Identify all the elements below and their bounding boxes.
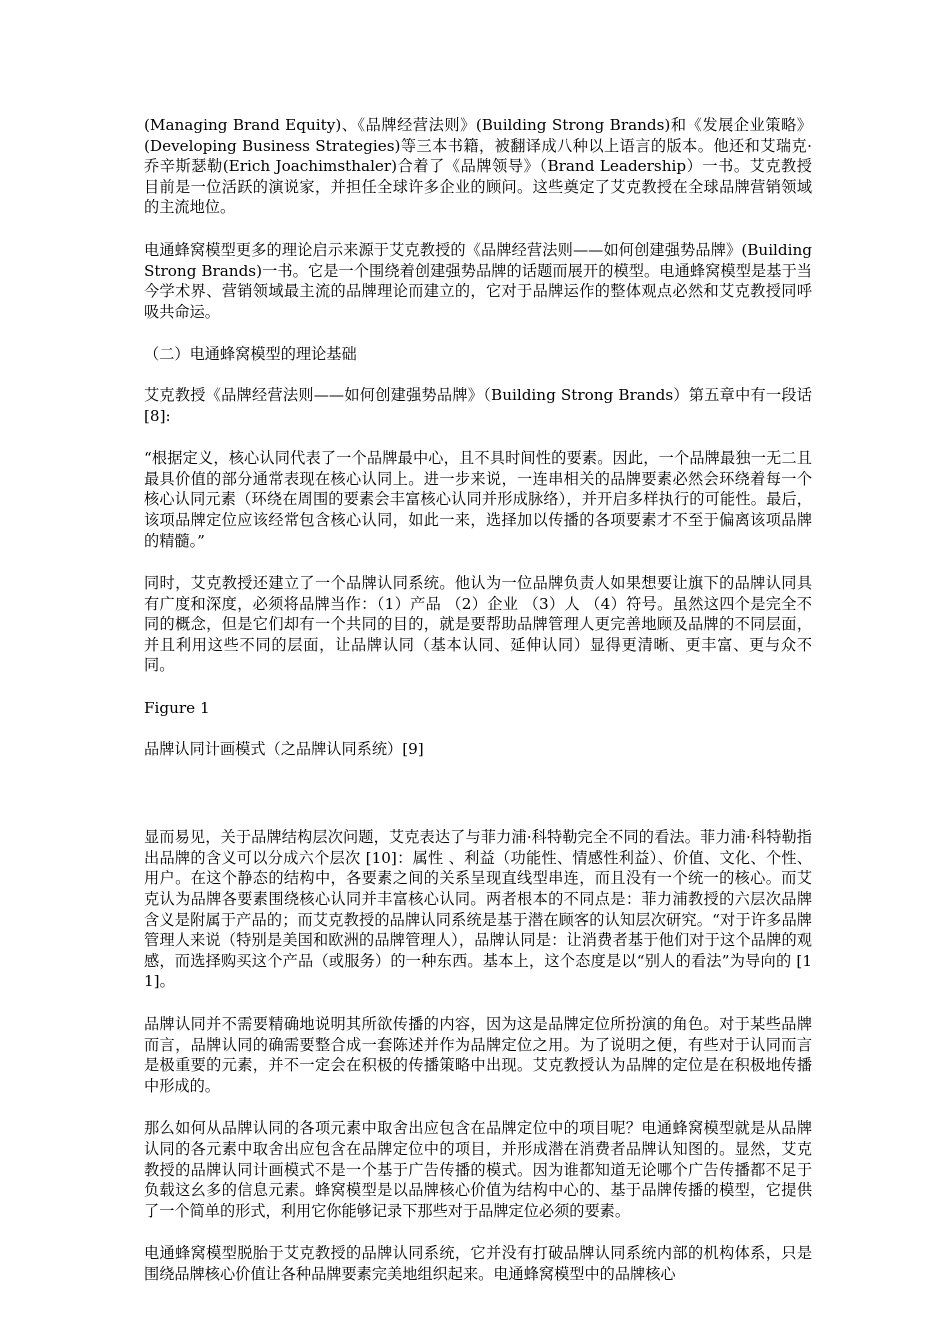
- paragraph-core-identity-quote: “根据定义，核心认同代表了一个品牌最中心，且不具时间性的要素。因此，一个品牌最独一无二且最具价值的部分通常表现在核心认同上。进一步来说，一连串相关的品牌要素必然会环绕着每一个核心认同元素（环绕在周围的要素会丰富核心认同并形成脉络），并开启多样执行的可能性。最后，该项品牌定位应该经常包含核心认同，如此一来，选择加以传播的各项要素才不至于偏离该项品牌的精髓。”: [144, 449, 812, 550]
- paragraph-honeycomb-origin: 电通蜂窝模型更多的理论启示来源于艾克教授的《品牌经营法则——如何创建强势品牌》(Building Strong Brands)一书。它是一个围绕着创建强势品牌的话题而展开的模型。电通蜂窝模型是基于当今学术界、营销领域最主流的品牌理论而建立的，它对于品牌运作的整体观点必然和艾克教授同呼吸共命运。: [144, 240, 812, 321]
- paragraph-kotler-comparison: 显而易见，关于品牌结构层次问题，艾克表达了与菲力浦·科特勒完全不同的看法。菲力浦·科特勒指出品牌的含义可以分成六个层次 [10]：属性 、利益（功能性、情感性利益）、价值、文化、个性、用户。在这个静态的结构中，各要素之间的关系呈现直线型串连，而且没有一个统一的核心。而艾克认为品牌各要素围绕核心认同并丰富核心认同。两者根本的不同点是：菲力浦教授的六层次品牌含义是附属于产品的；而艾克教授的品牌认同系统是基于潜在顾客的认知层次研究。“对于许多品牌管理人来说（特别是美国和欧洲的品牌管理人），品牌认同是：让消费者基于他们对于这个品牌的观感，而选择购买这个产品（或服务）的一种东西。基本上，这个态度是以“别人的看法”为导向的 [11]。: [144, 828, 812, 991]
- figure-label: Figure 1: [144, 699, 210, 718]
- paragraph-chapter-five: 艾克教授《品牌经营法则——如何创建强势品牌》（Building Strong Brands）第五章中有一段话 [8]:: [144, 385, 812, 425]
- paragraph-brand-identity-system: 同时，艾克教授还建立了一个品牌认同系统。他认为一位品牌负责人如果想要让旗下的品牌认同具有广度和深度，必须将品牌当作：（1）产品 （2）企业 （3）人 （4）符号。虽然这四个是完全不同的概念，但是它们却有一个共同的目的，就是要帮助品牌管理人更完善地顾及品牌的不同层面，并且利用这些不同的层面，让品牌认同（基本认同、延伸认同）显得更清晰、更丰富、更与众不同。: [144, 574, 812, 675]
- section-heading: （二）电通蜂窝模型的理论基础: [144, 345, 357, 364]
- figure-placeholder: [144, 781, 812, 827]
- paragraph-aaker-books: (Managing Brand Equity)、《品牌经营法则》(Building Strong Brands)和《发展企业策略》(Developing Business Strategies)等三本书籍，被翻译成八种以上语言的版本。他还和艾瑞克·乔辛斯瑟勒(Erich Joachimsthaler)合着了《品牌领导》（Brand Leadership）一书。艾克教授目前是一位活跃的演说家，并担任全球许多企业的顾问。这些奠定了艾克教授在全球品牌营销领域的主流地位。: [144, 116, 812, 217]
- paragraph-brand-positioning: 品牌认同并不需要精确地说明其所欲传播的内容，因为这是品牌定位所扮演的角色。对于某些品牌而言，品牌认同的确需要整合成一套陈述并作为品牌定位之用。为了说明之便，有些对于认同而言是极重要的元素，并不一定会在积极的传播策略中出现。艾克教授认为品牌的定位是在积极地传播中形成的。: [144, 1015, 812, 1095]
- figure-caption: 品牌认同计画模式（之品牌认同系统）[9]: [144, 739, 424, 758]
- paragraph-honeycomb-selection: 那么如何从品牌认同的各项元素中取舍出应包含在品牌定位中的项目呢？电通蜂窝模型就是从品牌认同的各元素中取舍出应包含在品牌定位中的项目，并形成潜在消费者品牌认知图的。显然，艾克教授的品牌认同计画模式不是一个基于广告传播的模式。因为谁都知道无论哪个广告传播都不足于负载这幺多的信息元素。蜂窝模型是以品牌核心价值为结构中心的、基于品牌传播的模型，它提供了一个简单的形式，利用它你能够记录下那些对于品牌定位必须的要素。: [144, 1119, 812, 1220]
- document-body: [144, 115, 812, 1307]
- paragraph-honeycomb-structure: 电通蜂窝模型脱胎于艾克教授的品牌认同系统，它并没有打破品牌认同系统内部的机构体系，只是围绕品牌核心价值让各种品牌要素完美地组织起来。电通蜂窝模型中的品牌核心: [144, 1244, 812, 1283]
